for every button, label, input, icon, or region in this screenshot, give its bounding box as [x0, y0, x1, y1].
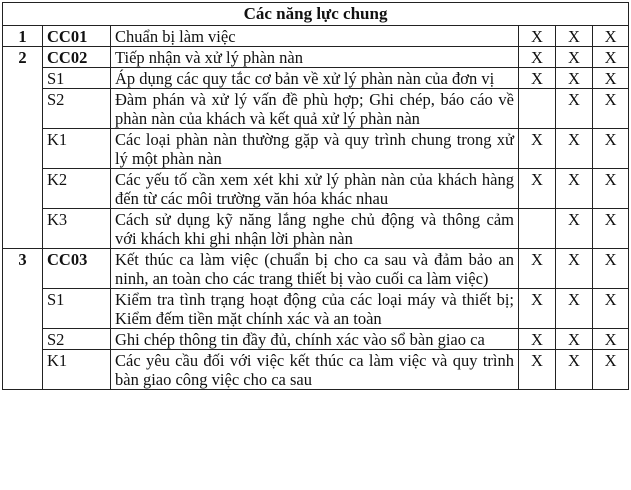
- level-1-mark: X: [519, 169, 556, 209]
- level-2-mark: X: [556, 249, 593, 289]
- competency-description: Áp dụng các quy tắc cơ bản về xử lý phàn nàn của đơn vị: [111, 68, 519, 89]
- competency-code: K1: [43, 129, 111, 169]
- level-1-mark: X: [519, 350, 556, 390]
- level-2-mark: X: [556, 209, 593, 249]
- level-3-mark: X: [593, 68, 629, 89]
- level-3-mark: X: [593, 26, 629, 47]
- competency-description: Tiếp nhận và xử lý phàn nàn: [111, 47, 519, 68]
- table-row: [3, 26, 629, 47]
- table-row: [3, 249, 629, 289]
- level-3-mark: X: [593, 350, 629, 390]
- competency-description: Cách sử dụng kỹ năng lắng nghe chủ động và thông cảm với khách khi ghi nhận lời phàn nàn: [111, 209, 519, 249]
- competency-description: Kết thúc ca làm việc (chuẩn bị cho ca sau và đảm bảo an ninh, an toàn cho các trang thiết bị vào cuối ca làm việc): [111, 249, 519, 289]
- competency-code: K3: [43, 209, 111, 249]
- level-1-mark: X: [519, 26, 556, 47]
- level-1-mark: [519, 209, 556, 249]
- table-row: [3, 89, 629, 129]
- level-2-mark: X: [556, 129, 593, 169]
- competency-code: K1: [43, 350, 111, 390]
- competency-description: Chuẩn bị làm việc: [111, 26, 519, 47]
- level-3-mark: X: [593, 129, 629, 169]
- table-row: [3, 47, 629, 68]
- competency-description: Kiểm tra tình trạng hoạt động của các loại máy và thiết bị; Kiểm đếm tiền mặt chính xác và an toàn: [111, 289, 519, 329]
- level-3-mark: X: [593, 47, 629, 68]
- table-row: [3, 209, 629, 249]
- table-body: [3, 26, 629, 390]
- section-title: Các năng lực chung: [3, 3, 629, 26]
- competency-document: [2, 2, 628, 390]
- competency-description: Các loại phàn nàn thường gặp và quy trình chung trong xử lý một phàn nàn: [111, 129, 519, 169]
- level-2-mark: X: [556, 26, 593, 47]
- table-row: [3, 289, 629, 329]
- table-row: [3, 329, 629, 350]
- level-1-mark: X: [519, 47, 556, 68]
- competency-code: CC03: [43, 249, 111, 289]
- table-row: [3, 129, 629, 169]
- level-1-mark: X: [519, 289, 556, 329]
- row-number: 2: [3, 47, 43, 249]
- level-1-mark: X: [519, 129, 556, 169]
- level-1-mark: X: [519, 329, 556, 350]
- level-2-mark: X: [556, 169, 593, 209]
- competency-description: Các yếu tố cần xem xét khi xử lý phàn nàn của khách hàng đến từ các môi trường văn hóa khác nhau: [111, 169, 519, 209]
- competency-code: CC02: [43, 47, 111, 68]
- competency-code: S1: [43, 68, 111, 89]
- level-3-mark: X: [593, 89, 629, 129]
- level-2-mark: X: [556, 350, 593, 390]
- competency-code: CC01: [43, 26, 111, 47]
- competency-table: [2, 2, 629, 390]
- competency-code: S1: [43, 289, 111, 329]
- table-row: [3, 350, 629, 390]
- competency-description: Ghi chép thông tin đầy đủ, chính xác vào sổ bàn giao ca: [111, 329, 519, 350]
- level-3-mark: X: [593, 289, 629, 329]
- row-number: 3: [3, 249, 43, 390]
- level-2-mark: X: [556, 47, 593, 68]
- level-3-mark: X: [593, 169, 629, 209]
- row-number: 1: [3, 26, 43, 47]
- level-2-mark: X: [556, 289, 593, 329]
- table-row: [3, 169, 629, 209]
- level-3-mark: X: [593, 209, 629, 249]
- level-3-mark: X: [593, 329, 629, 350]
- level-2-mark: X: [556, 89, 593, 129]
- competency-description: Đàm phán và xử lý vấn đề phù hợp; Ghi chép, báo cáo về phàn nàn của khách và kết quả xử lý phàn nàn: [111, 89, 519, 129]
- competency-code: S2: [43, 89, 111, 129]
- level-1-mark: [519, 89, 556, 129]
- table-row: [3, 68, 629, 89]
- competency-code: K2: [43, 169, 111, 209]
- level-1-mark: X: [519, 68, 556, 89]
- competency-description: Các yêu cầu đối với việc kết thúc ca làm việc và quy trình bàn giao công việc cho ca sau: [111, 350, 519, 390]
- level-2-mark: X: [556, 68, 593, 89]
- section-header-row: [3, 3, 629, 26]
- level-3-mark: X: [593, 249, 629, 289]
- level-2-mark: X: [556, 329, 593, 350]
- competency-code: S2: [43, 329, 111, 350]
- level-1-mark: X: [519, 249, 556, 289]
